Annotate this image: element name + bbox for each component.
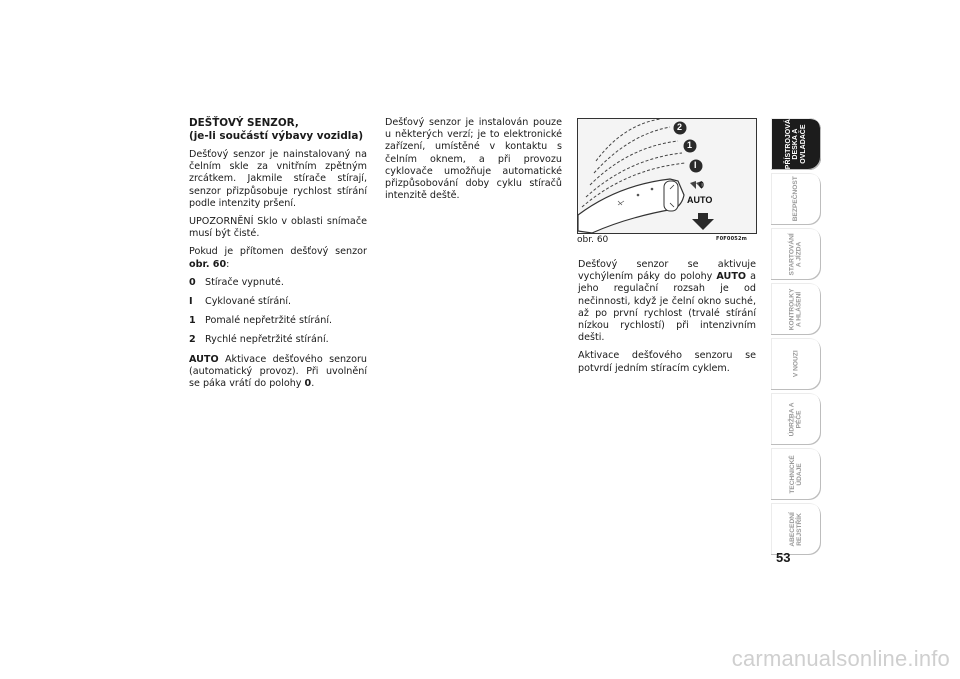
activation-text-b: a jeho regulační rozsah je od nečinnosti, když je čelní okno suché, až po první rychlost (trvalé stírání nízkou rychlostí) při intenzivním dešti. <box>578 271 756 344</box>
positions-intro-colon: : <box>226 258 230 270</box>
tab-label: STARTOVÁNÍ A JÍZDA <box>788 232 803 276</box>
watermark: carmanualsonline.info <box>731 646 950 671</box>
tab-bezpecnost[interactable] <box>771 173 821 225</box>
tab-udrzba[interactable] <box>771 393 821 445</box>
tab-label: TECHNICKÉ ÚDAJE <box>788 454 803 494</box>
tab-v-nouzi[interactable] <box>771 338 821 390</box>
position-text: Rychlé nepřetržité stírání. <box>205 334 329 346</box>
tab-label: ÚDRŽBA A PÉČE <box>788 402 803 436</box>
lever-dot-marker <box>637 194 640 197</box>
callout-label-2: 2 <box>677 122 683 132</box>
position-key: 0 <box>189 276 196 288</box>
confirmation-paragraph: Aktivace dešťového senzoru se potvrdí jedním stíracím cyklem. <box>578 350 756 374</box>
lever-rotary-ring <box>664 181 678 211</box>
auto-end-position: 0 <box>304 378 312 390</box>
activation-auto: AUTO <box>716 271 747 283</box>
position-text: Cyklované stírání. <box>205 296 292 308</box>
tab-label: BEZPEČNOST <box>792 176 800 222</box>
figure-caption: obr. 60 <box>577 235 609 245</box>
left-column <box>189 117 367 396</box>
wiper-lever-figure <box>577 118 757 234</box>
sensor-positions-intro <box>189 246 367 270</box>
right-column <box>578 259 756 381</box>
figure-code: F0F0052m <box>716 236 748 242</box>
position-item-0 <box>189 277 367 289</box>
tab-kontrolky[interactable] <box>771 283 821 335</box>
tab-technicke-udaje[interactable] <box>771 448 821 500</box>
callout-label-1: 1 <box>687 140 693 150</box>
activation-text-a: Dešťový senzor se aktivuje vychýlením páky do polohy <box>578 259 756 283</box>
auto-key: AUTO <box>189 353 219 365</box>
warning-paragraph: UPOZORNĚNÍ Sklo v oblasti snímače musí být čisté. <box>189 216 367 240</box>
intro-paragraph: Dešťový senzor je nainstalovaný na čelním skle za vnitřním zpětným zrcátkem. Jakmile stírače stírají, senzor přizpůsobuje rychlost stírání podle intenzity pršení. <box>189 149 367 209</box>
tab-label: ABECEDNÍ REJSTŘÍK <box>788 511 803 547</box>
page-number: 53 <box>776 550 791 565</box>
tab-abecedni-rejstrik[interactable] <box>771 503 821 555</box>
chapter-tabs <box>771 118 821 558</box>
position-text: Stírače vypnuté. <box>205 276 284 288</box>
wiper-lever-illustration <box>578 119 756 233</box>
positions-intro-text: Pokud je přítomen dešťový senzor <box>189 246 367 258</box>
position-text: Pomalé nepřetržité stírání. <box>205 315 333 327</box>
heading-line-1: DEŠŤOVÝ SENZOR, <box>189 117 299 129</box>
tab-label: V NOUZI <box>792 350 800 378</box>
position-item-1 <box>189 315 367 327</box>
tab-label: PŘÍSTROJOVÁ DESKA A OVLADAČE <box>784 118 807 170</box>
position-item-2 <box>189 334 367 346</box>
auto-text: Aktivace dešťového senzoru (automatický provoz). Při uvolnění se páka vrátí do polohy <box>189 353 367 390</box>
position-key: 2 <box>189 334 196 346</box>
section-heading <box>189 117 367 143</box>
tab-label: KONTROLKY A HLÁŠENÍ <box>788 288 803 330</box>
tab-startovani[interactable] <box>771 228 821 280</box>
position-key: I <box>189 296 193 308</box>
availability-paragraph: Dešťový senzor je instalován pouze u některých verzí; je to elektronické zařízení, umístěné v kontaktu s čelním oknem, a při provozu cyklovače umožňuje automatické přizpůsobování doby cyklu stíračů intenzitě deště. <box>385 117 562 202</box>
position-item-I <box>189 296 367 308</box>
tab-pristrojova-deska[interactable] <box>771 118 821 170</box>
callout-label-auto: AUTO <box>687 195 713 205</box>
callout-label-I: I <box>694 160 697 170</box>
figure-reference: obr. 60 <box>189 258 227 270</box>
auto-period: . <box>311 378 315 390</box>
middle-column <box>385 117 562 208</box>
position-key: 1 <box>189 315 196 327</box>
heading-line-2: (je-li součástí výbavy vozidla) <box>189 130 364 142</box>
auto-paragraph <box>189 354 367 391</box>
callout-label-0: 0 <box>699 180 705 190</box>
lever-dot-marker <box>651 188 654 191</box>
activation-paragraph <box>578 259 756 344</box>
